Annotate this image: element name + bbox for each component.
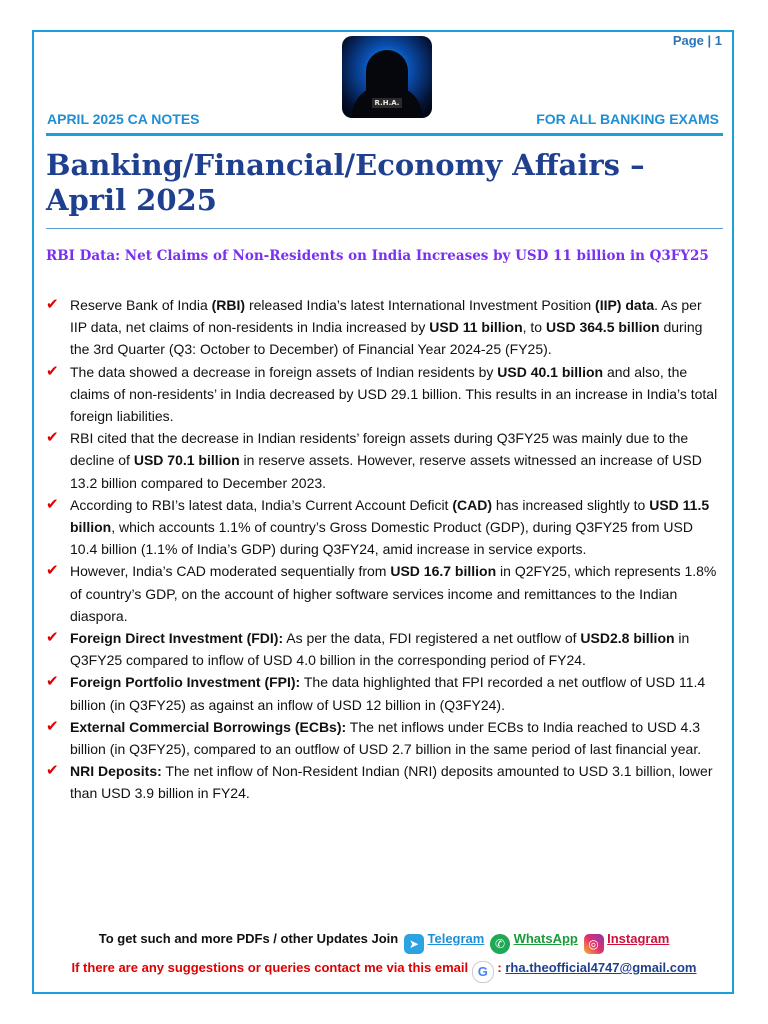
page-title: [46, 148, 706, 218]
page-number: Page | 1: [672, 33, 722, 48]
bullet-item: [46, 560, 722, 627]
bullet-text: RBI cited that the decrease in Indian residents’ foreign assets during Q3FY25 was mainly due to the decline of USD 70.1 billion in reserve assets. However, reserve assets witnessed an increase of USD 13.2 billion compared to December 2023.: [70, 430, 702, 491]
checkmark-icon: ✔: [46, 296, 59, 313]
contact-separator: :: [497, 960, 502, 975]
checkmark-icon: ✔: [46, 762, 59, 780]
checkmark-icon: ✔: [46, 629, 59, 647]
whatsapp-icon[interactable]: ✆: [490, 934, 510, 954]
logo-badge: R.H.A.: [372, 98, 402, 108]
bullet-item: [46, 671, 722, 715]
bullet-text: According to RBI’s latest data, India’s Current Account Deficit (CAD) has increased slightly to USD 11.5 billion, which accounts 1.1% of country’s Gross Domestic Product (GDP), during Q3FY25 from USD 10.4 billion (1.1% of India’s GDP) during Q3FY24, amid increase in service exports.: [70, 496, 710, 558]
bullet-text: Foreign Direct Investment (FDI): As per the data, FDI registered a net outflow of USD2.8 billion in Q3FY25 compared to inflow of USD 4.0 billion in the corresponding period of FY24.: [70, 630, 690, 669]
checkmark-icon: ✔: [46, 562, 59, 580]
title-divider: [46, 228, 723, 229]
bullet-item: [46, 361, 722, 428]
bullet-item: [46, 494, 722, 561]
checkmark-icon: ✔: [46, 495, 59, 513]
google-icon: G: [472, 961, 494, 983]
hacker-logo-icon: [342, 36, 432, 118]
bullet-text: Foreign Portfolio Investment (FPI): The data highlighted that FPI recorded a net outflow of USD 11.4 billion (in Q3FY25) as against an inflow of USD 12 billion in (Q3FY24).: [70, 674, 706, 713]
header-left: APRIL 2025 CA NOTES: [47, 111, 200, 127]
bullet-item: [46, 716, 722, 760]
whatsapp-link[interactable]: WhatsApp: [513, 931, 578, 946]
instagram-link[interactable]: Instagram: [607, 931, 670, 946]
bullet-item: [46, 427, 722, 494]
checkmark-icon: ✔: [46, 717, 59, 735]
title-line-2: April 2025: [46, 183, 217, 217]
checkmark-icon: ✔: [46, 429, 59, 447]
bullet-item: [46, 294, 722, 361]
bullet-text: External Commercial Borrowings (ECBs): The net inflows under ECBs to India reached to USD 4.3 billion (in Q3FY25), compared to an outflow of USD 2.7 billion in the same period of last financial year.: [70, 718, 702, 758]
telegram-link[interactable]: Telegram: [427, 931, 485, 946]
bullet-text: NRI Deposits: The net inflow of Non-Resident Indian (NRI) deposits amounted to USD 3.1 billion, lower than USD 3.9 billion in FY24.: [70, 763, 713, 802]
header-right: FOR ALL BANKING EXAMS: [536, 111, 719, 127]
bullet-text: The data showed a decrease in foreign assets of Indian residents by USD 40.1 billion and also, the claims of non-residents’ in India decreased by USD 29.1 billion. This results in an increase in India’s total foreign liabilities.: [70, 363, 718, 425]
checkmark-icon: ✔: [46, 673, 59, 691]
title-line-1: Banking/Financial/Economy Affairs –: [46, 148, 645, 182]
contact-text: If there are any suggestions or queries contact me via this email: [71, 960, 469, 975]
bullet-list: [46, 294, 722, 805]
telegram-icon[interactable]: ➤: [404, 934, 424, 954]
bullet-item: [46, 760, 722, 804]
footer-social-line: [0, 931, 768, 954]
bullet-text: Reserve Bank of India (RBI) released India’s latest International Investment Position (IIP) data. As per IIP data, net claims of non-residents in India increased by USD 11 billion, to USD 364.5 billion during the 3rd Quarter (Q3: October to December) of Financial Year 2024-25 (FY25).: [70, 297, 703, 358]
section-heading: RBI Data: Net Claims of Non-Residents on India Increases by USD 11 billion in Q3FY25: [46, 248, 709, 264]
checkmark-icon: ✔: [46, 362, 59, 380]
join-text: To get such and more PDFs / other Updates Join: [98, 931, 399, 946]
bullet-item: [46, 627, 722, 671]
instagram-icon[interactable]: ◎: [584, 934, 604, 954]
header-divider: [46, 133, 723, 136]
bullet-text: However, India’s CAD moderated sequentially from USD 16.7 billion in Q2FY25, which represents 1.8% of country’s GDP, on the account of higher software services income and remittances to the Indian diaspora.: [70, 563, 717, 624]
footer-contact-line: [0, 960, 768, 983]
email-link[interactable]: rha.theofficial4747@gmail.com: [505, 960, 697, 975]
